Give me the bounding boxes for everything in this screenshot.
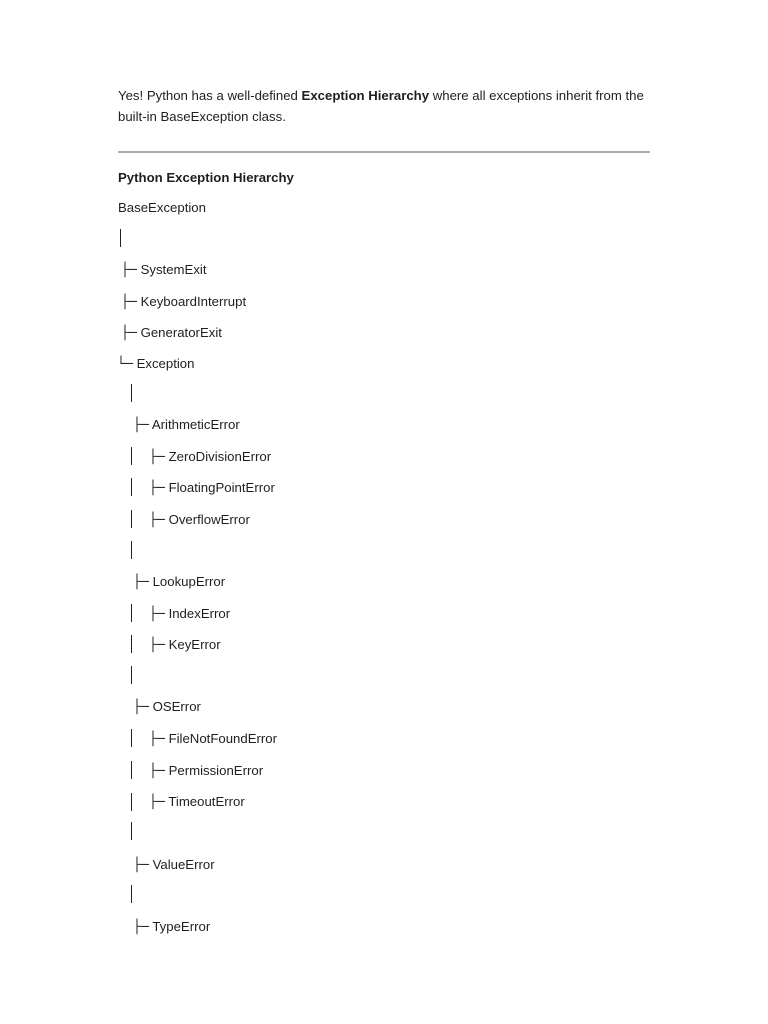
- branch-glyph: ├─: [149, 607, 165, 622]
- tree-connector: [131, 822, 132, 840]
- last-branch-glyph: └─: [117, 357, 133, 372]
- tree-item: [149, 762, 263, 781]
- tree-connector: [131, 384, 132, 402]
- tree-item: [149, 636, 221, 655]
- tree-connector: [131, 541, 132, 559]
- branch-glyph: ├─: [133, 418, 149, 433]
- branch-glyph: ├─: [149, 795, 165, 810]
- branch-glyph: ├─: [149, 450, 165, 465]
- tree-item: [149, 605, 230, 624]
- branch-glyph: ├─: [121, 326, 137, 341]
- tree-label-file-not-found-error: FileNotFoundError: [168, 731, 278, 746]
- tree-label-zero-division-error: ZeroDivisionError: [168, 449, 272, 464]
- tree-label-type-error: TypeError: [152, 919, 211, 934]
- tree-item: [149, 730, 277, 749]
- section-divider: [118, 151, 650, 153]
- tree-item: [149, 479, 275, 498]
- branch-glyph: ├─: [133, 920, 149, 935]
- branch-glyph: ├─: [149, 764, 165, 779]
- tree-label-permission-error: PermissionError: [168, 763, 264, 778]
- tree-item: [149, 448, 271, 467]
- tree-label-index-error: IndexError: [168, 606, 231, 621]
- tree-label-floating-point-error: FloatingPointError: [168, 480, 275, 495]
- tree-label-exception: Exception: [136, 356, 195, 371]
- tree-item: [121, 293, 246, 312]
- tree-item: [133, 573, 225, 592]
- tree-root: [118, 199, 206, 217]
- branch-glyph: ├─: [149, 732, 165, 747]
- intro-text-before: Yes! Python has a well-defined: [118, 88, 302, 103]
- branch-glyph: ├─: [149, 638, 165, 653]
- tree-connector: [131, 478, 132, 496]
- branch-glyph: ├─: [133, 700, 149, 715]
- tree-item: [121, 261, 207, 280]
- branch-glyph: ├─: [133, 575, 149, 590]
- tree-item: [133, 918, 210, 937]
- tree-connector: [131, 635, 132, 653]
- tree-connector: [120, 229, 121, 247]
- tree-label-value-error: ValueError: [152, 857, 215, 872]
- tree-connector: [131, 885, 132, 903]
- tree-connector: [131, 729, 132, 747]
- tree-connector: [131, 666, 132, 684]
- tree-label-generator-exit: GeneratorExit: [140, 325, 222, 340]
- tree-label-overflow-error: OverflowError: [168, 512, 250, 527]
- tree-label-os-error: OSError: [152, 699, 201, 714]
- tree-item: [149, 511, 250, 530]
- branch-glyph: ├─: [121, 295, 137, 310]
- tree-label-key-error: KeyError: [168, 637, 221, 652]
- intro-text-after: where all exceptions inherit from the built-in BaseException class.: [118, 88, 644, 124]
- tree-label-timeout-error: TimeoutError: [168, 794, 245, 809]
- intro-text-bold: Exception Hierarchy: [301, 88, 430, 103]
- branch-glyph: ├─: [121, 263, 137, 278]
- intro-paragraph: [118, 86, 658, 127]
- branch-glyph: ├─: [149, 481, 165, 496]
- tree-connector: [131, 510, 132, 528]
- tree-label-system-exit: SystemExit: [140, 262, 207, 277]
- tree-item: [117, 355, 194, 374]
- tree-label-keyboard-interrupt: KeyboardInterrupt: [140, 294, 247, 309]
- branch-glyph: ├─: [133, 858, 149, 873]
- branch-glyph: ├─: [149, 513, 165, 528]
- tree-item: [121, 324, 222, 343]
- tree-item: [149, 793, 245, 812]
- tree-item: [133, 856, 215, 875]
- tree-connector: [131, 447, 132, 465]
- tree-item: [133, 416, 240, 435]
- tree-label-arithmetic-error: ArithmeticError: [151, 417, 240, 432]
- tree-label-lookup-error: LookupError: [152, 574, 226, 589]
- tree-connector: [131, 604, 132, 622]
- tree-item: [133, 698, 201, 717]
- tree-label-base-exception: BaseException: [118, 200, 206, 215]
- tree-connector: [131, 793, 132, 811]
- section-heading: Python Exception Hierarchy: [118, 170, 294, 185]
- tree-connector: [131, 761, 132, 779]
